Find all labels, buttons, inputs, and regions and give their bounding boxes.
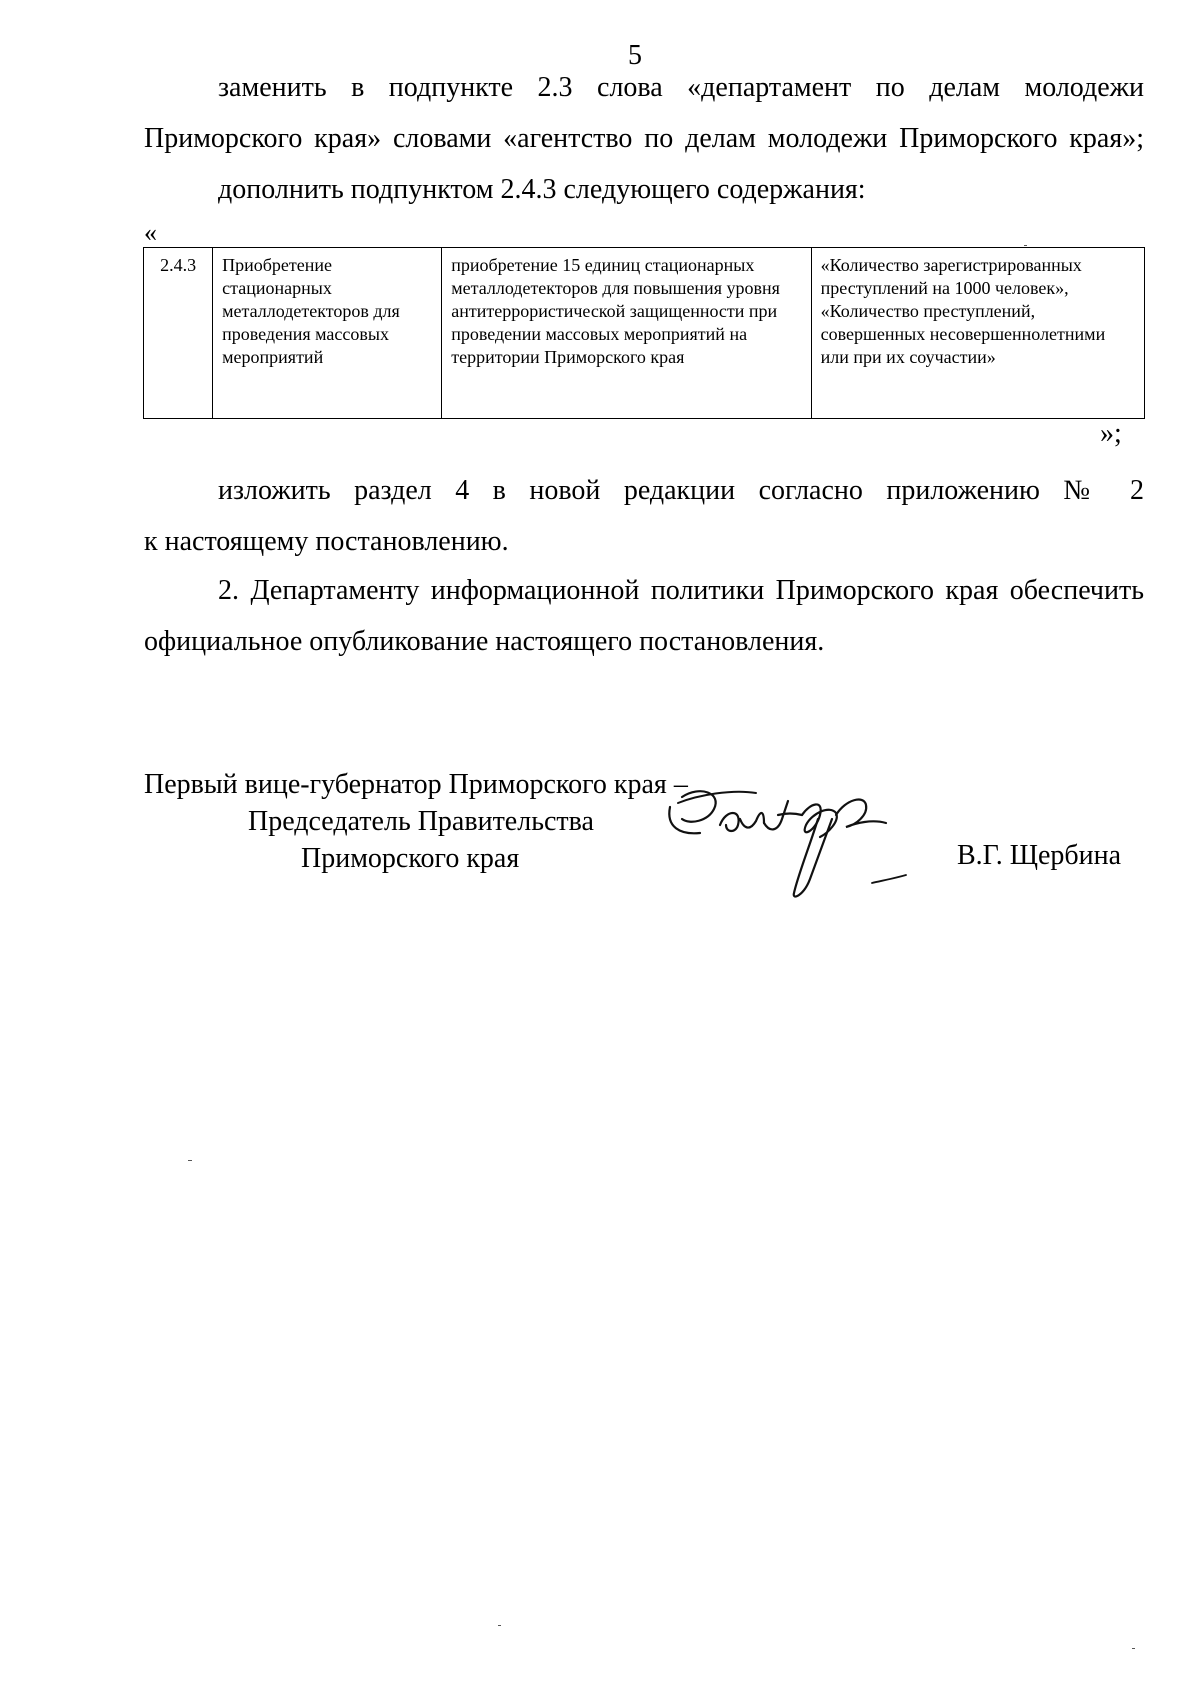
paragraph-publication-line1: 2. Департаменту информационной политики Приморского края обеспечить — [218, 575, 1144, 606]
paragraph-supplement: дополнить подпунктом 2.4.3 следующего содержания: — [218, 174, 866, 205]
signatory-title-line1: Первый вице-губернатор Приморского края – — [144, 769, 688, 800]
amendment-table — [143, 247, 1145, 419]
paragraph-section4-line1: изложить раздел 4 в новой редакции согласно приложению № 2 — [218, 475, 1144, 506]
row-indicators-cell: «Количество зарегистрированных преступлений на 1000 человек», «Количество преступлений, совершенных несовершеннолетними или при их соучастии» — [811, 248, 1144, 419]
row-number-cell: 2.4.3 — [144, 248, 213, 419]
signatory-name: В.Г. Щербина — [957, 840, 1122, 871]
row-name-cell: Приобретение стационарных металлодетекторов для проведения массовых мероприятий — [213, 248, 442, 419]
paragraph-replace-line2: Приморского края» словами «агентство по делам молодежи Приморского края»; — [144, 123, 1144, 154]
signatory-title-line2: Председатель Правительства — [248, 806, 594, 837]
table-row — [144, 248, 1145, 419]
page-number: 5 — [628, 40, 642, 71]
paragraph-replace-line1: заменить в подпункте 2.3 слова «департамент по делам молодежи — [218, 72, 1144, 103]
table-close-quote: »; — [1100, 418, 1122, 449]
signatory-title-line3: Приморского края — [301, 843, 520, 874]
scan-speck — [1132, 1648, 1135, 1649]
row-description-cell: приобретение 15 единиц стационарных металлодетекторов для повышения уровня антитеррористической защищенности при проведении массовых мероприятий на территории Приморского края — [442, 248, 811, 419]
handwritten-signature — [660, 775, 920, 905]
scan-speck — [498, 1625, 501, 1626]
scan-speck — [1024, 245, 1027, 246]
scan-speck — [188, 1160, 192, 1161]
paragraph-section4-line2: к настоящему постановлению. — [144, 526, 509, 557]
signatory-title — [144, 766, 688, 877]
table-open-quote: « — [144, 218, 157, 247]
paragraph-publication-line2: официальное опубликование настоящего постановления. — [144, 626, 825, 657]
